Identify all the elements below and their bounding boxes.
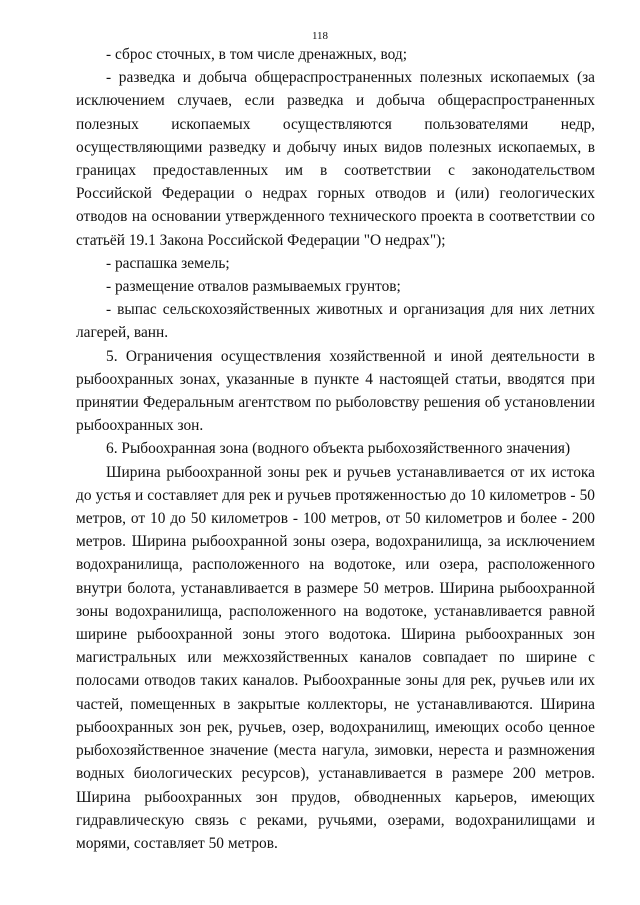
document-body — [76, 43, 595, 855]
page-number: 118 — [311, 30, 329, 42]
list-item-wastewater-discharge: - сброс сточных, в том числе дренажных, вод; — [106, 46, 407, 63]
list-item-soil-dumps: - размещение отвалов размываемых грунтов; — [106, 278, 401, 296]
list-item-livestock-grazing: - выпас сельскохозяйственных животных и организация для них летних лагерей, ванн. — [76, 301, 595, 342]
list-item-land-plowing: - распашка земель; — [106, 254, 230, 272]
paragraph-item-5-restrictions: 5. Ограничения осуществления хозяйственной и иной деятельности в рыбоохранных зонах, указанные в пункте 4 настоящей статьи, вводятся при принятии Федеральным агентством по рыболовству решения об установлении рыбоохранных зон. — [76, 347, 595, 435]
list-item-mineral-extraction: - разведка и добыча общераспространенных полезных ископаемых (за исключением случаев, если разведка и добыча общераспространенных полезных ископаемых осуществляются пользователями недр, осуществляющими разведку и добычу иных видов полезных ископаемых, в границах предоставленных им в соответствии с законодательством Российской Федерации о недрах горных отводов и (или) геологических отводов на основании утвержденного технического проекта в соответствии со статьёй 19.1 Закона Российской Федерации "О недрах"); — [76, 69, 595, 249]
paragraph-zone-width: Ширина рыбоохранной зоны рек и ручьев устанавливается от их истока до устья и составляет для рек и ручьев протяженностью до 10 километров - 50 метров, от 10 до 50 километров - 100 метров, от 50 километров и более - 200 метров. Ширина рыбоохранной зоны озера, водохранилища, за исключением водохранилища, расположенного на водотоке, или озера, расположенного внутри болота, устанавливается в размере 50 метров. Ширина рыбоохранной зоны водохранилища, расположенного на водотоке, устанавливается равной ширине рыбоохранной зоны этого водотока. Ширина рыбоохранных зон магистральных или межхозяйственных каналов совпадает по ширине с полосами отводов таких каналов. Рыбоохранные зоны для рек, ручьев или их частей, помещенных в закрытые коллекторы, не устанавливаются. Ширина рыбоохранных зон рек, ручьев, озер, водохранилищ, имеющих особо ценное рыбохозяйственное значение (места нагула, зимовки, нереста и размножения водных биологических ресурсов), устанавливается в размере 200 метров. Ширина рыбоохранных зон прудов, обводненных карьеров, имеющих гидравлическую связь с реками, ручьями, озерами, водохранилищами и морями, составляет 50 метров. — [76, 463, 595, 852]
section-heading-fish-protection-zone: 6. Рыбоохранная зона (водного объекта рыбохозяйственного значения) — [106, 440, 571, 458]
